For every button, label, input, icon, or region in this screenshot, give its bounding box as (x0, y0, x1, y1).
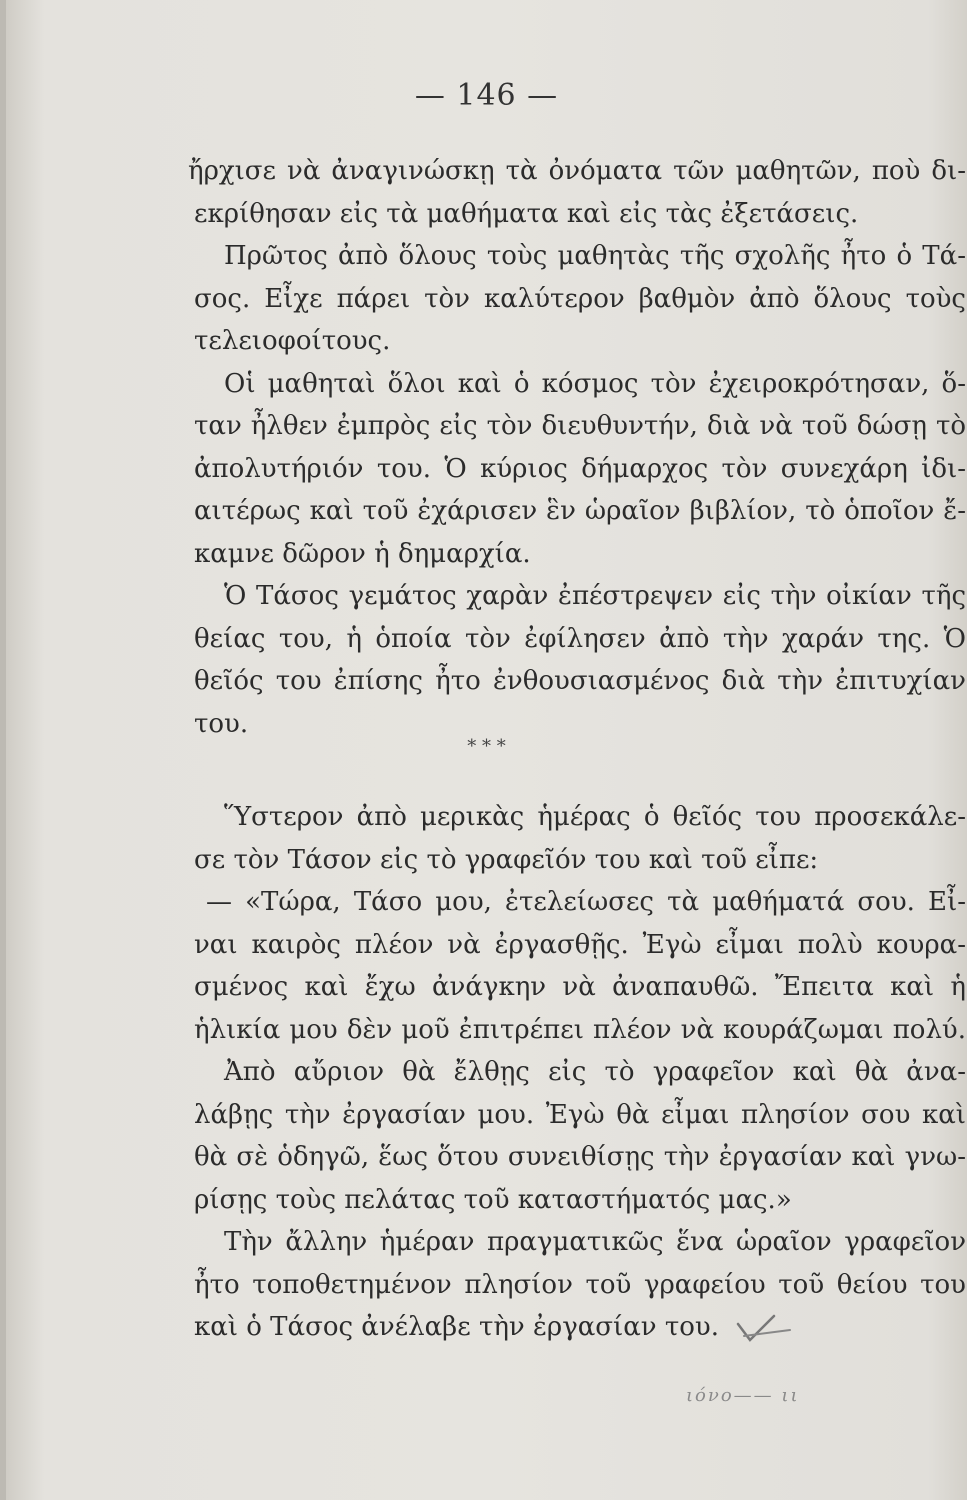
text-line: Ἀπὸ αὔριον θὰ ἔλθῃς εἰς τὸ γραφεῖον καὶ θὰ ἀνα- (224, 1057, 966, 1087)
text-line: ἦτο τοποθετημένον πλησίον τοῦ γραφείου τοῦ θείου του (194, 1269, 966, 1300)
text-line: — «Τώρα, Τάσο μου, ἐτελείωσες τὰ μαθήματά σου. Εἶ- (206, 887, 966, 917)
text-line: ταν ἦλθεν ἐμπρὸς εἰς τὸν διευθυντήν, διὰ νὰ τοῦ δώσῃ τὸ (194, 411, 966, 441)
text-line: καὶ ὁ Τάσος ἀνέλαβε τὴν ἐργασίαν του. (194, 1312, 719, 1342)
text-line: θὰ σὲ ὁδηγῶ, ἕως ὅτου συνειθίσῃς τὴν ἐργασίαν καὶ γνω- (194, 1142, 966, 1172)
text-block-top (188, 150, 966, 745)
handwritten-check-mark-icon (734, 1310, 794, 1350)
text-line: Οἱ μαθηταὶ ὅλοι καὶ ὁ κόσμος τὸν ἐχειροκρότησαν, ὅ- (224, 368, 966, 399)
faint-pencil-mark: ιόνο—— ιι (686, 1385, 800, 1406)
text-line: Ὕστερον ἀπὸ μερικὰς ἡμέρας ὁ θεῖός του προσεκάλε- (224, 802, 966, 832)
text-line: ναι καιρὸς πλέον νὰ ἐργασθῇς. Ἐγὼ εἶμαι πολὺ κουρα- (194, 929, 966, 960)
text-line: καμνε δῶρον ἡ δημαρχία. (194, 538, 531, 569)
text-line: αιτέρως καὶ τοῦ ἐχάρισεν ἓν ὡραῖον βιβλίον, τὸ ὁποῖον ἔ- (194, 496, 966, 526)
page-number: — 146 — (414, 78, 559, 113)
text-line: θεῖός του ἐπίσης ἦτο ἐνθουσιασμένος διὰ τὴν ἐπιτυχίαν (194, 666, 966, 696)
text-line: σμένος καὶ ἔχω ἀνάγκην νὰ ἀναπαυθῶ. Ἔπειτα καὶ ἡ (194, 972, 966, 1002)
text-line: Ὁ Τάσος γεμάτος χαρὰν ἐπέστρεψεν εἰς τὴν οἰκίαν τῆς (224, 581, 966, 611)
text-line: θείας του, ἡ ὁποία τὸν ἐφίλησεν ἀπὸ τὴν χαράν της. Ὁ (194, 623, 966, 654)
text-line: Πρῶτος ἀπὸ ὅλους τοὺς μαθητὰς τῆς σχολῆς ἦτο ὁ Τά- (224, 241, 966, 271)
text-block-bottom (194, 796, 966, 1349)
text-line: λάβῃς τὴν ἐργασίαν μου. Ἐγὼ θὰ εἶμαι πλησίον σου καὶ (194, 1099, 966, 1130)
text-line: ἤρχισε νὰ ἀναγινώσκῃ τὰ ὀνόματα τῶν μαθητῶν, ποὺ δι- (188, 156, 966, 186)
text-line: ἡλικία μου δὲν μοῦ ἐπιτρέπει πλέον νὰ κουράζωμαι πολύ. (194, 1014, 966, 1045)
text-line: εκρίθησαν εἰς τὰ μαθήματα καὶ εἰς τὰς ἐξετάσεις. (194, 198, 859, 229)
text-line: σος. Εἶχε πάρει τὸν καλύτερον βαθμὸν ἀπὸ ὅλους τοὺς (194, 283, 966, 314)
text-line: Τὴν ἄλλην ἡμέραν πραγματικῶς ἕνα ὡραῖον γραφεῖον (224, 1227, 966, 1257)
text-line: του. (194, 708, 249, 739)
section-separator (6, 736, 967, 757)
text-line: σε τὸν Τάσον εἰς τὸ γραφεῖόν του καὶ τοῦ εἶπε: (194, 844, 819, 875)
text-line: ἀπολυτήριόν του. Ὁ κύριος δήμαρχος τὸν συνεχάρη ἰδι- (194, 453, 966, 484)
separator-stars: * * * (467, 736, 506, 757)
text-line: ρίσῃς τοὺς πελάτας τοῦ καταστήματός μας.» (194, 1184, 792, 1215)
text-line: τελειοφοίτους. (194, 326, 391, 356)
